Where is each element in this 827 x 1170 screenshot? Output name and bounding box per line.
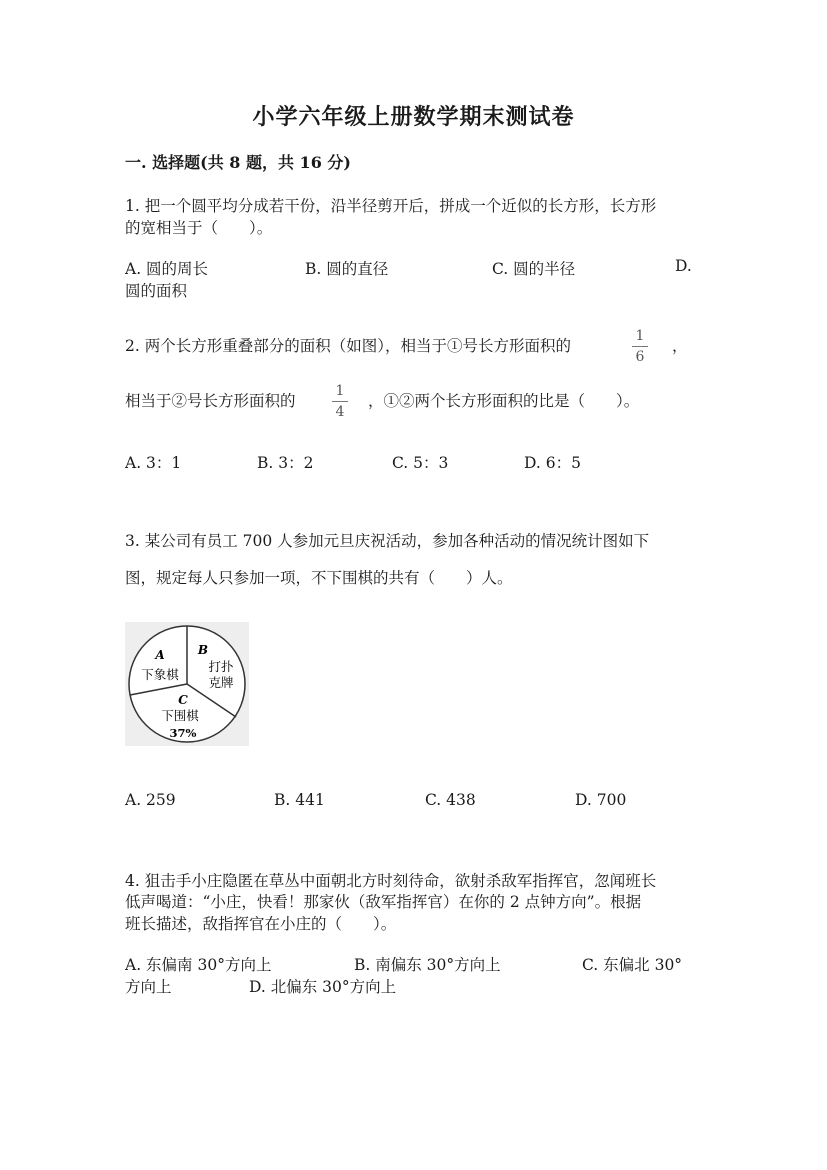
q3-line-2: 图，规定每人只参加一项，不下围棋的共有（ ）人。 bbox=[125, 569, 513, 587]
q1-line-2: 的宽相当于（ ）。 bbox=[125, 219, 273, 237]
pie-slice-a-letter: A bbox=[155, 648, 165, 662]
pie-slice-b-label-line-2: 克牌 bbox=[208, 675, 234, 690]
q4-option-b: B. 南偏东 30°方向上 bbox=[354, 956, 501, 974]
fraction-denominator: 6 bbox=[635, 349, 645, 365]
pie-slice-c-letter: C bbox=[178, 693, 188, 707]
q2-line-1: 2. 两个长方形重叠部分的面积（如图），相当于①号长方形面积的 bbox=[125, 337, 571, 355]
section-header: 一. 选择题(共 8 题，共 16 分) bbox=[125, 153, 351, 172]
q3-option-a: A. 259 bbox=[125, 791, 176, 809]
q3-option-b: B. 441 bbox=[274, 791, 325, 809]
q2-option-b: B. 3：2 bbox=[257, 454, 314, 472]
q3-line-1: 3. 某公司有员工 700 人参加元旦庆祝活动，参加各种活动的情况统计图如下 bbox=[125, 532, 650, 550]
fraction-bar bbox=[632, 346, 648, 347]
q1-option-d: D. bbox=[675, 257, 692, 275]
fraction-denominator: 4 bbox=[335, 404, 345, 420]
q1-option-b: B. 圆的直径 bbox=[305, 260, 389, 278]
q4-option-d: D. 北偏东 30°方向上 bbox=[249, 978, 397, 996]
pie-slice-a-label: 下象棋 bbox=[141, 667, 179, 682]
q4-line-3: 班长描述，敌指挥官在小庄的（ ）。 bbox=[125, 915, 397, 933]
q3-option-d: D. 700 bbox=[575, 791, 627, 809]
pie-slice-b-letter: B bbox=[197, 643, 209, 657]
q2-option-d: D. 6：5 bbox=[524, 454, 581, 472]
pie-slice-c-percent: 37% bbox=[169, 726, 197, 740]
q2-line-2-start: 相当于②号长方形面积的 bbox=[125, 392, 296, 410]
q2-fraction-2 bbox=[330, 384, 350, 419]
q3-option-c: C. 438 bbox=[425, 791, 476, 809]
q4-option-c: C. 东偏北 30° bbox=[582, 956, 683, 974]
q2-fraction-1 bbox=[630, 329, 650, 364]
fraction-bar bbox=[332, 401, 348, 402]
q4-option-a: A. 东偏南 30°方向上 bbox=[125, 956, 272, 974]
page-title: 小学六年级上册数学期末测试卷 bbox=[252, 104, 575, 130]
fraction-numerator: 1 bbox=[635, 328, 645, 344]
q4-option-c-text: 方向上 bbox=[125, 978, 172, 996]
fraction-numerator: 1 bbox=[335, 383, 345, 399]
pie-slice-c-label: 下围棋 bbox=[161, 708, 199, 723]
pie-chart-figure bbox=[125, 622, 249, 746]
q1-option-c: C. 圆的半径 bbox=[492, 260, 576, 278]
q2-line-1-end: ， bbox=[672, 337, 688, 355]
q1-option-a: A. 圆的周长 bbox=[125, 260, 209, 278]
q2-line-2-end: ，①②两个长方形面积的比是（ ）。 bbox=[368, 392, 640, 410]
q2-option-a: A. 3：1 bbox=[125, 454, 182, 472]
q4-line-2: 低声喝道：“小庄，快看！那家伙（敌军指挥官）在你的 2 点钟方向”。根据 bbox=[125, 893, 642, 911]
q4-line-1: 4. 狙击手小庄隐匿在草丛中面朝北方时刻待命，欲射杀敌军指挥官，忽闻班长 bbox=[125, 872, 657, 890]
pie-slice-b-label-line-1: 打扑 bbox=[208, 659, 234, 674]
q2-option-c: C. 5：3 bbox=[392, 454, 449, 472]
q1-line-1: 1. 把一个圆平均分成若干份，沿半径剪开后，拼成一个近似的长方形，长方形 bbox=[125, 197, 657, 215]
q1-option-d-text: 圆的面积 bbox=[125, 282, 188, 300]
